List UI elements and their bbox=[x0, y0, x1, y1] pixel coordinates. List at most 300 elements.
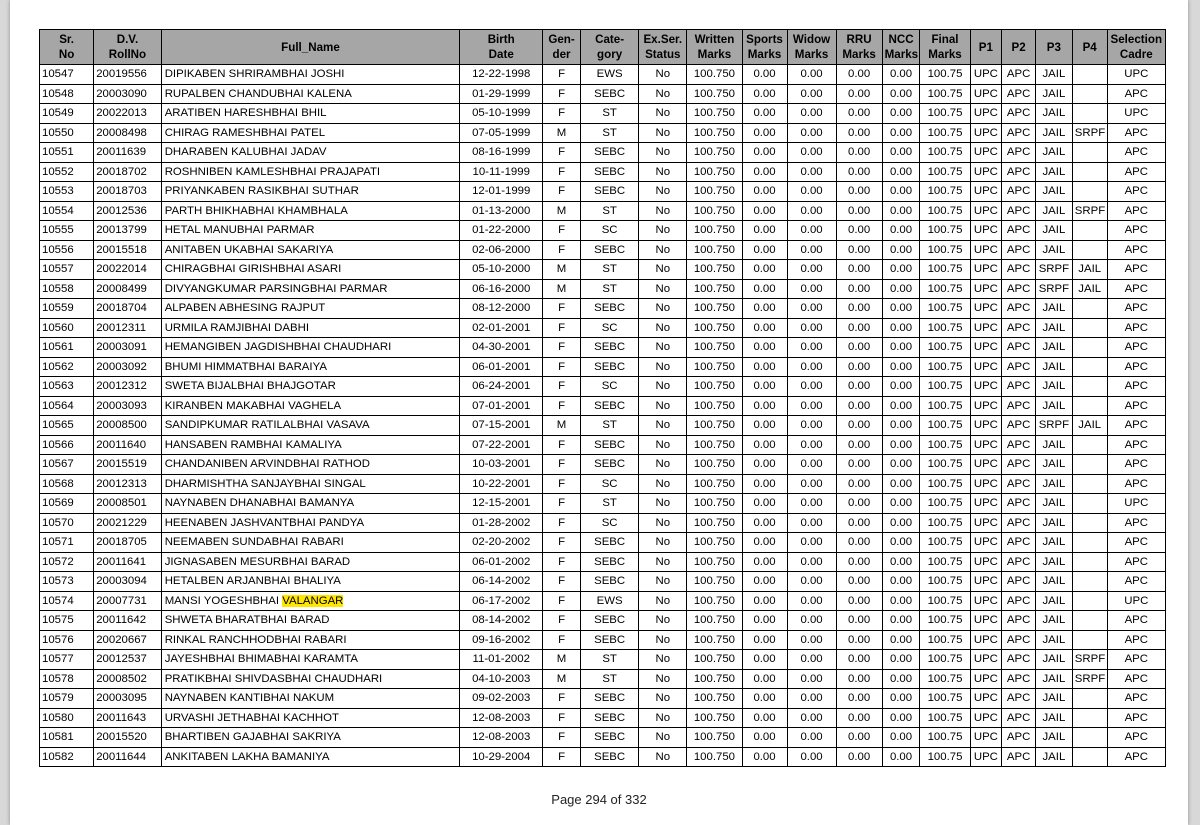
cell-p2: APC bbox=[1002, 201, 1036, 221]
cell-written-marks: 100.750 bbox=[687, 435, 742, 455]
cell-p4 bbox=[1072, 611, 1107, 631]
cell-ncc-marks: 0.00 bbox=[882, 162, 920, 182]
cell-p3: JAIL bbox=[1035, 474, 1072, 494]
cell-ex-ser-status: No bbox=[639, 240, 687, 260]
cell-ncc-marks: 0.00 bbox=[882, 611, 920, 631]
cell-p1: UPC bbox=[970, 104, 1002, 124]
cell-widow-marks: 0.00 bbox=[787, 611, 836, 631]
cell-ncc-marks: 0.00 bbox=[882, 513, 920, 533]
cell-sports-marks: 0.00 bbox=[742, 221, 787, 241]
cell-widow-marks: 0.00 bbox=[787, 65, 836, 85]
cell-dv-rollno: 20021229 bbox=[94, 513, 161, 533]
cell-sports-marks: 0.00 bbox=[742, 708, 787, 728]
cell-p1: UPC bbox=[970, 396, 1002, 416]
cell-ncc-marks: 0.00 bbox=[882, 435, 920, 455]
cell-p2: APC bbox=[1002, 143, 1036, 163]
cell-final-marks: 100.75 bbox=[920, 123, 970, 143]
cell-ncc-marks: 0.00 bbox=[882, 455, 920, 475]
cell-p2: APC bbox=[1002, 299, 1036, 319]
cell-gender: F bbox=[543, 338, 581, 358]
cell-ex-ser-status: No bbox=[639, 318, 687, 338]
cell-selection-cadre: UPC bbox=[1107, 494, 1165, 514]
cell-p4 bbox=[1072, 299, 1107, 319]
cell-full-name: BHUMI HIMMATBHAI BARAIYA bbox=[161, 357, 460, 377]
cell-widow-marks: 0.00 bbox=[787, 708, 836, 728]
cell-gender: F bbox=[543, 708, 581, 728]
cell-p3: JAIL bbox=[1035, 123, 1072, 143]
cell-sports-marks: 0.00 bbox=[742, 435, 787, 455]
cell-ncc-marks: 0.00 bbox=[882, 396, 920, 416]
cell-final-marks: 100.75 bbox=[920, 552, 970, 572]
cell-full-name: HETAL MANUBHAI PARMAR bbox=[161, 221, 460, 241]
cell-written-marks: 100.750 bbox=[687, 630, 742, 650]
cell-rru-marks: 0.00 bbox=[836, 318, 882, 338]
cell-sports-marks: 0.00 bbox=[742, 279, 787, 299]
cell-p1: UPC bbox=[970, 611, 1002, 631]
cell-ncc-marks: 0.00 bbox=[882, 84, 920, 104]
cell-rru-marks: 0.00 bbox=[836, 104, 882, 124]
cell-widow-marks: 0.00 bbox=[787, 416, 836, 436]
cell-birth-date: 09-02-2003 bbox=[460, 689, 543, 709]
cell-ex-ser-status: No bbox=[639, 552, 687, 572]
cell-birth-date: 06-17-2002 bbox=[460, 591, 543, 611]
cell-p4 bbox=[1072, 104, 1107, 124]
table-row bbox=[40, 221, 1166, 241]
cell-p1: UPC bbox=[970, 494, 1002, 514]
cell-ncc-marks: 0.00 bbox=[882, 357, 920, 377]
cell-final-marks: 100.75 bbox=[920, 240, 970, 260]
cell-gender: F bbox=[543, 299, 581, 319]
cell-dv-rollno: 20012311 bbox=[94, 318, 161, 338]
cell-gender: F bbox=[543, 630, 581, 650]
cell-gender: F bbox=[543, 455, 581, 475]
cell-birth-date: 01-29-1999 bbox=[460, 84, 543, 104]
cell-sr-no: 10566 bbox=[40, 435, 94, 455]
cell-full-name: RUPALBEN CHANDUBHAI KALENA bbox=[161, 84, 460, 104]
cell-p4 bbox=[1072, 513, 1107, 533]
column-header-line: P3 bbox=[1046, 40, 1061, 54]
cell-p4 bbox=[1072, 747, 1107, 767]
column-header-line: Marks bbox=[697, 48, 732, 61]
cell-p4 bbox=[1072, 143, 1107, 163]
cell-sports-marks: 0.00 bbox=[742, 591, 787, 611]
cell-p1: UPC bbox=[970, 669, 1002, 689]
cell-full-name: PARTH BHIKHABHAI KHAMBHALA bbox=[161, 201, 460, 221]
table-row bbox=[40, 474, 1166, 494]
column-header-line: RollNo bbox=[108, 48, 147, 61]
cell-final-marks: 100.75 bbox=[920, 357, 970, 377]
table-row bbox=[40, 708, 1166, 728]
cell-selection-cadre: APC bbox=[1107, 338, 1165, 358]
cell-p2: APC bbox=[1002, 182, 1036, 202]
column-header-line: Final bbox=[931, 33, 959, 46]
cell-widow-marks: 0.00 bbox=[787, 435, 836, 455]
cell-sports-marks: 0.00 bbox=[742, 533, 787, 553]
cell-full-name: URMILA RAMJIBHAI DABHI bbox=[161, 318, 460, 338]
column-header-rru-marks bbox=[836, 30, 882, 65]
cell-dv-rollno: 20003090 bbox=[94, 84, 161, 104]
cell-ex-ser-status: No bbox=[639, 747, 687, 767]
cell-p2: APC bbox=[1002, 474, 1036, 494]
column-header-line: Marks bbox=[794, 48, 829, 61]
cell-rru-marks: 0.00 bbox=[836, 747, 882, 767]
cell-sports-marks: 0.00 bbox=[742, 162, 787, 182]
cell-widow-marks: 0.00 bbox=[787, 533, 836, 553]
cell-ncc-marks: 0.00 bbox=[882, 572, 920, 592]
cell-dv-rollno: 20012537 bbox=[94, 650, 161, 670]
cell-dv-rollno: 20003093 bbox=[94, 396, 161, 416]
cell-ncc-marks: 0.00 bbox=[882, 728, 920, 748]
cell-rru-marks: 0.00 bbox=[836, 513, 882, 533]
cell-category: SC bbox=[580, 474, 638, 494]
cell-p1: UPC bbox=[970, 182, 1002, 202]
cell-written-marks: 100.750 bbox=[687, 65, 742, 85]
cell-p1: UPC bbox=[970, 728, 1002, 748]
cell-ncc-marks: 0.00 bbox=[882, 318, 920, 338]
column-header-sports-marks bbox=[742, 30, 787, 65]
cell-written-marks: 100.750 bbox=[687, 377, 742, 397]
cell-p1: UPC bbox=[970, 377, 1002, 397]
column-header-line: Cadre bbox=[1119, 48, 1153, 61]
cell-full-name: SHWETA BHARATBHAI BARAD bbox=[161, 611, 460, 631]
cell-full-name: CHANDANIBEN ARVINDBHAI RATHOD bbox=[161, 455, 460, 475]
cell-final-marks: 100.75 bbox=[920, 84, 970, 104]
table-row bbox=[40, 260, 1166, 280]
table-row bbox=[40, 182, 1166, 202]
cell-dv-rollno: 20019556 bbox=[94, 65, 161, 85]
cell-birth-date: 12-08-2003 bbox=[460, 728, 543, 748]
cell-rru-marks: 0.00 bbox=[836, 650, 882, 670]
cell-widow-marks: 0.00 bbox=[787, 221, 836, 241]
highlighted-surname: VALANGAR bbox=[282, 594, 344, 607]
cell-final-marks: 100.75 bbox=[920, 650, 970, 670]
cell-birth-date: 06-01-2002 bbox=[460, 552, 543, 572]
cell-p4 bbox=[1072, 162, 1107, 182]
cell-selection-cadre: APC bbox=[1107, 221, 1165, 241]
cell-p3: JAIL bbox=[1035, 84, 1072, 104]
cell-rru-marks: 0.00 bbox=[836, 533, 882, 553]
cell-widow-marks: 0.00 bbox=[787, 747, 836, 767]
cell-p2: APC bbox=[1002, 416, 1036, 436]
cell-rru-marks: 0.00 bbox=[836, 143, 882, 163]
cell-sr-no: 10558 bbox=[40, 279, 94, 299]
cell-p1: UPC bbox=[970, 416, 1002, 436]
cell-p3: JAIL bbox=[1035, 494, 1072, 514]
cell-widow-marks: 0.00 bbox=[787, 318, 836, 338]
cell-full-name: JIGNASABEN MESURBHAI BARAD bbox=[161, 552, 460, 572]
cell-gender: F bbox=[543, 513, 581, 533]
cell-p3: JAIL bbox=[1035, 669, 1072, 689]
cell-selection-cadre: UPC bbox=[1107, 591, 1165, 611]
cell-ex-ser-status: No bbox=[639, 591, 687, 611]
cell-selection-cadre: APC bbox=[1107, 260, 1165, 280]
column-header-line: der bbox=[552, 48, 571, 61]
cell-widow-marks: 0.00 bbox=[787, 494, 836, 514]
cell-written-marks: 100.750 bbox=[687, 182, 742, 202]
cell-sr-no: 10573 bbox=[40, 572, 94, 592]
cell-p2: APC bbox=[1002, 533, 1036, 553]
cell-ex-ser-status: No bbox=[639, 474, 687, 494]
cell-category: SC bbox=[580, 318, 638, 338]
cell-ncc-marks: 0.00 bbox=[882, 65, 920, 85]
cell-widow-marks: 0.00 bbox=[787, 728, 836, 748]
cell-selection-cadre: APC bbox=[1107, 416, 1165, 436]
cell-sr-no: 10579 bbox=[40, 689, 94, 709]
cell-rru-marks: 0.00 bbox=[836, 474, 882, 494]
cell-dv-rollno: 20011642 bbox=[94, 611, 161, 631]
cell-written-marks: 100.750 bbox=[687, 513, 742, 533]
cell-category: SEBC bbox=[580, 338, 638, 358]
cell-birth-date: 10-03-2001 bbox=[460, 455, 543, 475]
cell-widow-marks: 0.00 bbox=[787, 630, 836, 650]
table-row bbox=[40, 338, 1166, 358]
column-header-birth-date bbox=[460, 30, 543, 65]
cell-p1: UPC bbox=[970, 435, 1002, 455]
table-row bbox=[40, 455, 1166, 475]
cell-category: SC bbox=[580, 221, 638, 241]
cell-birth-date: 10-11-1999 bbox=[460, 162, 543, 182]
cell-p2: APC bbox=[1002, 435, 1036, 455]
cell-p4 bbox=[1072, 357, 1107, 377]
cell-p3: JAIL bbox=[1035, 299, 1072, 319]
cell-p1: UPC bbox=[970, 474, 1002, 494]
cell-category: SEBC bbox=[580, 728, 638, 748]
cell-final-marks: 100.75 bbox=[920, 279, 970, 299]
cell-widow-marks: 0.00 bbox=[787, 143, 836, 163]
cell-ncc-marks: 0.00 bbox=[882, 552, 920, 572]
cell-rru-marks: 0.00 bbox=[836, 279, 882, 299]
cell-sports-marks: 0.00 bbox=[742, 611, 787, 631]
column-header-p3 bbox=[1035, 30, 1072, 65]
cell-widow-marks: 0.00 bbox=[787, 455, 836, 475]
cell-ncc-marks: 0.00 bbox=[882, 650, 920, 670]
cell-birth-date: 02-06-2000 bbox=[460, 240, 543, 260]
cell-sr-no: 10577 bbox=[40, 650, 94, 670]
cell-sports-marks: 0.00 bbox=[742, 630, 787, 650]
cell-full-name: DHARABEN KALUBHAI JADAV bbox=[161, 143, 460, 163]
cell-birth-date: 09-16-2002 bbox=[460, 630, 543, 650]
cell-ex-ser-status: No bbox=[639, 84, 687, 104]
cell-gender: F bbox=[543, 182, 581, 202]
cell-p1: UPC bbox=[970, 260, 1002, 280]
cell-sports-marks: 0.00 bbox=[742, 513, 787, 533]
cell-gender: F bbox=[543, 533, 581, 553]
cell-widow-marks: 0.00 bbox=[787, 513, 836, 533]
cell-gender: M bbox=[543, 260, 581, 280]
cell-category: SEBC bbox=[580, 572, 638, 592]
cell-rru-marks: 0.00 bbox=[836, 552, 882, 572]
cell-full-name: PRATIKBHAI SHIVDASBHAI CHAUDHARI bbox=[161, 669, 460, 689]
table-row bbox=[40, 279, 1166, 299]
cell-selection-cadre: APC bbox=[1107, 201, 1165, 221]
cell-birth-date: 08-12-2000 bbox=[460, 299, 543, 319]
cell-sports-marks: 0.00 bbox=[742, 669, 787, 689]
cell-p1: UPC bbox=[970, 650, 1002, 670]
column-header-ncc-marks bbox=[882, 30, 920, 65]
cell-ncc-marks: 0.00 bbox=[882, 474, 920, 494]
cell-birth-date: 04-30-2001 bbox=[460, 338, 543, 358]
cell-final-marks: 100.75 bbox=[920, 747, 970, 767]
cell-full-name: BHARTIBEN GAJABHAI SAKRIYA bbox=[161, 728, 460, 748]
cell-ncc-marks: 0.00 bbox=[882, 221, 920, 241]
cell-p4: SRPF bbox=[1072, 650, 1107, 670]
cell-p1: UPC bbox=[970, 533, 1002, 553]
cell-sr-no: 10556 bbox=[40, 240, 94, 260]
cell-sr-no: 10572 bbox=[40, 552, 94, 572]
table-row bbox=[40, 104, 1166, 124]
cell-sr-no: 10564 bbox=[40, 396, 94, 416]
cell-ncc-marks: 0.00 bbox=[882, 377, 920, 397]
cell-full-name: ALPABEN ABHESING RAJPUT bbox=[161, 299, 460, 319]
cell-sports-marks: 0.00 bbox=[742, 338, 787, 358]
cell-gender: M bbox=[543, 123, 581, 143]
cell-rru-marks: 0.00 bbox=[836, 435, 882, 455]
cell-sports-marks: 0.00 bbox=[742, 357, 787, 377]
cell-sr-no: 10559 bbox=[40, 299, 94, 319]
cell-gender: F bbox=[543, 494, 581, 514]
cell-ncc-marks: 0.00 bbox=[882, 630, 920, 650]
cell-dv-rollno: 20003092 bbox=[94, 357, 161, 377]
cell-p2: APC bbox=[1002, 357, 1036, 377]
cell-ex-ser-status: No bbox=[639, 416, 687, 436]
cell-widow-marks: 0.00 bbox=[787, 377, 836, 397]
cell-p4 bbox=[1072, 240, 1107, 260]
cell-gender: F bbox=[543, 474, 581, 494]
cell-sr-no: 10553 bbox=[40, 182, 94, 202]
cell-p1: UPC bbox=[970, 338, 1002, 358]
cell-full-name: JAYESHBHAI BHIMABHAI KARAMTA bbox=[161, 650, 460, 670]
cell-widow-marks: 0.00 bbox=[787, 240, 836, 260]
cell-birth-date: 07-01-2001 bbox=[460, 396, 543, 416]
cell-rru-marks: 0.00 bbox=[836, 182, 882, 202]
cell-category: ST bbox=[580, 494, 638, 514]
cell-written-marks: 100.750 bbox=[687, 318, 742, 338]
cell-widow-marks: 0.00 bbox=[787, 84, 836, 104]
table-row bbox=[40, 396, 1166, 416]
cell-ncc-marks: 0.00 bbox=[882, 708, 920, 728]
cell-widow-marks: 0.00 bbox=[787, 182, 836, 202]
column-header-line: Marks bbox=[747, 48, 782, 61]
cell-selection-cadre: APC bbox=[1107, 689, 1165, 709]
cell-selection-cadre: APC bbox=[1107, 650, 1165, 670]
cell-ncc-marks: 0.00 bbox=[882, 533, 920, 553]
cell-birth-date: 05-10-2000 bbox=[460, 260, 543, 280]
cell-ncc-marks: 0.00 bbox=[882, 240, 920, 260]
cell-written-marks: 100.750 bbox=[687, 747, 742, 767]
cell-category: EWS bbox=[580, 65, 638, 85]
cell-full-name: SANDIPKUMAR RATILALBHAI VASAVA bbox=[161, 416, 460, 436]
cell-selection-cadre: APC bbox=[1107, 708, 1165, 728]
cell-category: SEBC bbox=[580, 143, 638, 163]
cell-widow-marks: 0.00 bbox=[787, 669, 836, 689]
table-row bbox=[40, 572, 1166, 592]
column-header-ex-ser-status bbox=[639, 30, 687, 65]
cell-category: ST bbox=[580, 104, 638, 124]
cell-final-marks: 100.75 bbox=[920, 728, 970, 748]
cell-rru-marks: 0.00 bbox=[836, 357, 882, 377]
cell-widow-marks: 0.00 bbox=[787, 650, 836, 670]
column-header-p4 bbox=[1072, 30, 1107, 65]
cell-p1: UPC bbox=[970, 630, 1002, 650]
cell-final-marks: 100.75 bbox=[920, 669, 970, 689]
column-header-line: Ex.Ser. bbox=[643, 33, 683, 46]
cell-category: SEBC bbox=[580, 396, 638, 416]
cell-dv-rollno: 20013799 bbox=[94, 221, 161, 241]
cell-final-marks: 100.75 bbox=[920, 611, 970, 631]
cell-gender: F bbox=[543, 221, 581, 241]
column-header-line: Widow bbox=[792, 33, 831, 46]
cell-gender: F bbox=[543, 143, 581, 163]
cell-written-marks: 100.750 bbox=[687, 84, 742, 104]
cell-selection-cadre: APC bbox=[1107, 533, 1165, 553]
cell-birth-date: 12-01-1999 bbox=[460, 182, 543, 202]
cell-birth-date: 01-22-2000 bbox=[460, 221, 543, 241]
cell-sr-no: 10555 bbox=[40, 221, 94, 241]
cell-ex-ser-status: No bbox=[639, 260, 687, 280]
cell-written-marks: 100.750 bbox=[687, 338, 742, 358]
cell-p3: JAIL bbox=[1035, 435, 1072, 455]
cell-dv-rollno: 20022014 bbox=[94, 260, 161, 280]
cell-p3: JAIL bbox=[1035, 513, 1072, 533]
cell-ex-ser-status: No bbox=[639, 396, 687, 416]
cell-full-name: DIPIKABEN SHRIRAMBHAI JOSHI bbox=[161, 65, 460, 85]
cell-ex-ser-status: No bbox=[639, 279, 687, 299]
cell-final-marks: 100.75 bbox=[920, 494, 970, 514]
cell-gender: M bbox=[543, 279, 581, 299]
cell-sr-no: 10548 bbox=[40, 84, 94, 104]
cell-final-marks: 100.75 bbox=[920, 630, 970, 650]
cell-sports-marks: 0.00 bbox=[742, 747, 787, 767]
cell-birth-date: 12-08-2003 bbox=[460, 708, 543, 728]
cell-gender: F bbox=[543, 318, 581, 338]
cell-full-name: CHIRAG RAMESHBHAI PATEL bbox=[161, 123, 460, 143]
cell-selection-cadre: UPC bbox=[1107, 65, 1165, 85]
cell-p2: APC bbox=[1002, 552, 1036, 572]
table-row bbox=[40, 747, 1166, 767]
cell-dv-rollno: 20018705 bbox=[94, 533, 161, 553]
column-header-line: Marks bbox=[928, 48, 962, 61]
cell-dv-rollno: 20015519 bbox=[94, 455, 161, 475]
cell-sr-no: 10549 bbox=[40, 104, 94, 124]
cell-sports-marks: 0.00 bbox=[742, 299, 787, 319]
cell-ex-ser-status: No bbox=[639, 630, 687, 650]
cell-birth-date: 01-13-2000 bbox=[460, 201, 543, 221]
cell-selection-cadre: APC bbox=[1107, 572, 1165, 592]
cell-p2: APC bbox=[1002, 689, 1036, 709]
cell-p4: JAIL bbox=[1072, 279, 1107, 299]
cell-p3: JAIL bbox=[1035, 221, 1072, 241]
cell-p2: APC bbox=[1002, 240, 1036, 260]
cell-ncc-marks: 0.00 bbox=[882, 591, 920, 611]
cell-rru-marks: 0.00 bbox=[836, 630, 882, 650]
cell-gender: F bbox=[543, 84, 581, 104]
cell-final-marks: 100.75 bbox=[920, 591, 970, 611]
cell-sports-marks: 0.00 bbox=[742, 240, 787, 260]
cell-ex-ser-status: No bbox=[639, 377, 687, 397]
cell-full-name: HANSABEN RAMBHAI KAMALIYA bbox=[161, 435, 460, 455]
cell-selection-cadre: APC bbox=[1107, 474, 1165, 494]
cell-widow-marks: 0.00 bbox=[787, 357, 836, 377]
cell-ncc-marks: 0.00 bbox=[882, 201, 920, 221]
cell-selection-cadre: APC bbox=[1107, 669, 1165, 689]
table-row bbox=[40, 143, 1166, 163]
cell-ncc-marks: 0.00 bbox=[882, 182, 920, 202]
cell-p3: SRPF bbox=[1035, 260, 1072, 280]
cell-p1: UPC bbox=[970, 552, 1002, 572]
cell-birth-date: 06-01-2001 bbox=[460, 357, 543, 377]
cell-p2: APC bbox=[1002, 747, 1036, 767]
cell-p4 bbox=[1072, 84, 1107, 104]
